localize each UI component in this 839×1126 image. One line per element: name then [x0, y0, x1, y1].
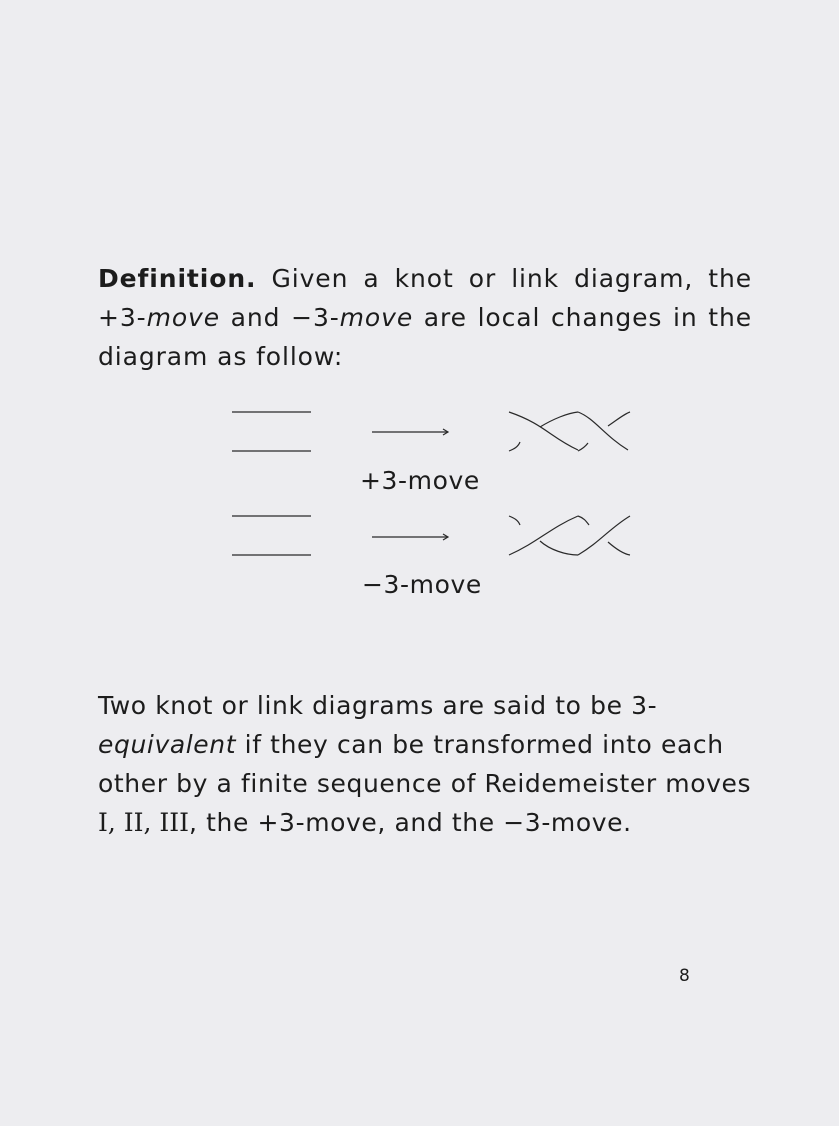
definition-text: are local changes in the diagram as follow:	[98, 303, 752, 371]
equivalence-text: Two knot or link diagrams are said to be 3-	[98, 691, 658, 720]
equivalent-term: equivalent	[98, 730, 237, 759]
plus-move-term: move	[146, 303, 221, 332]
equivalence-paragraph	[98, 686, 772, 842]
definition-text: and	[220, 303, 292, 332]
minus-move-term: move	[339, 303, 414, 332]
minus-move-label: −3-move	[362, 570, 482, 599]
equivalence-text: if they can be transformed into each other by a finite sequence of Reidemeister moves	[98, 730, 752, 798]
page-number: 8	[679, 966, 690, 986]
equivalence-text: , the +3-move, and the −3-move.	[189, 808, 632, 837]
minus-move-prefix: −3-	[291, 303, 340, 332]
plus-move-prefix: +3-	[98, 303, 147, 332]
definition-heading: Definition.	[98, 264, 257, 293]
positive-twist-diagram	[509, 412, 630, 451]
reidemeister-numerals: I, II, III	[98, 808, 190, 837]
negative-twist-diagram	[509, 516, 630, 555]
plus-move-label: +3-move	[360, 466, 480, 495]
definition-paragraph	[98, 259, 752, 376]
definition-text: Given a knot or link diagram, the	[256, 264, 752, 293]
